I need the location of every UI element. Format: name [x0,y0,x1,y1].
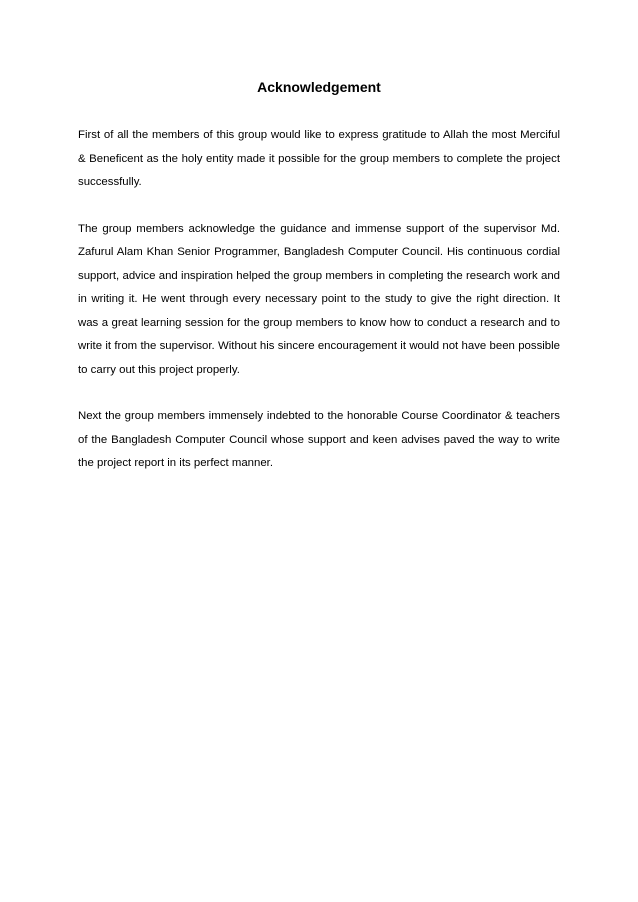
document-body [78,124,560,499]
paragraph-coordinator: Next the group members immensely indebted to the honorable Course Coordinator & teachers of the Bangladesh Computer Council whose support and keen advises paved the way to write the project report in its perfect manner. [78,410,560,469]
paragraph-supervisor: The group members acknowledge the guidance and immense support of the supervisor Md. Zafurul Alam Khan Senior Programmer, Bangladesh Computer Council. His continuous cordial support, advice and inspiration helped the group members in completing the research work and in writing it. He went through every necessary point to the study to give the right direction. It was a great learning session for the group members to know how to conduct a research and to write it from the supervisor. Without his sincere encouragement it would not have been possible to carry out this project properly. [78,222,560,376]
page-title: Acknowledgement [257,79,381,95]
paragraph-gratitude: First of all the members of this group would like to express gratitude to Allah the most Merciful & Beneficent as the holy entity made it possible for the group members to complete the project successfully. [78,129,560,188]
